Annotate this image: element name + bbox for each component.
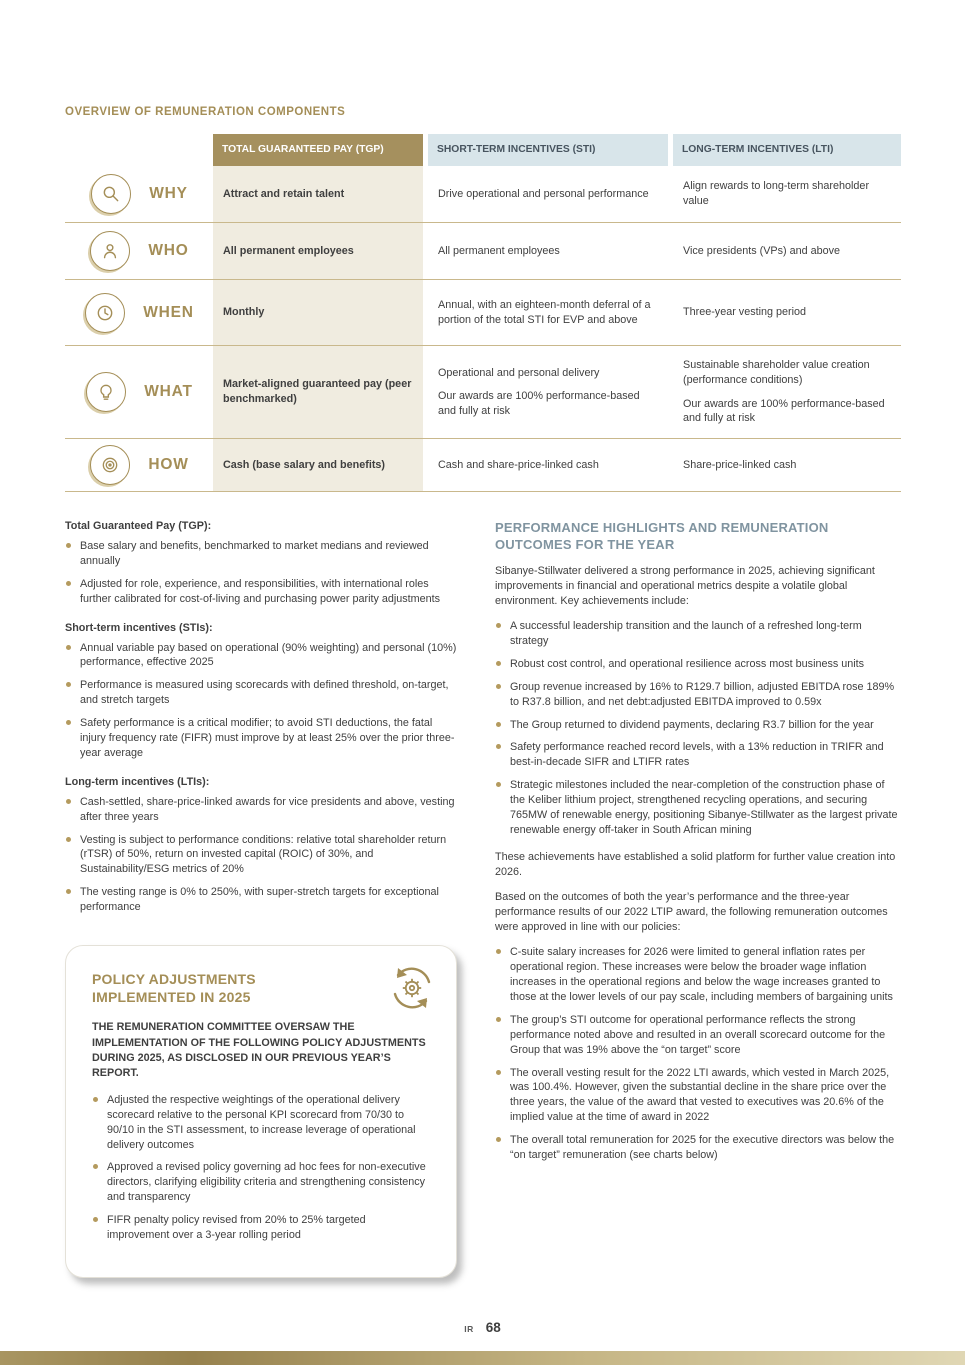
column-header-sti: SHORT-TERM INCENTIVES (STI) <box>428 134 668 166</box>
magnifier-icon <box>91 174 131 214</box>
cell-text: Align rewards to long-term shareholder value <box>683 180 870 207</box>
bullet-item: FIFR penalty policy revised from 20% to 25% targeted improvement over a 3-year rolling period <box>92 1213 430 1243</box>
cell-text: Vice presidents (VPs) and above <box>683 244 841 257</box>
outcomes-list <box>495 945 901 1163</box>
achievements-list <box>495 619 901 838</box>
paragraph-platform: These achievements have established a solid platform for further value creation into 2026. <box>495 850 896 878</box>
cell-text: Market-aligned guaranteed pay (peer benchmarked) <box>223 378 412 405</box>
bullet-item: Base salary and benefits, benchmarked to market medians and reviewed annually <box>65 539 457 569</box>
column-header-tgp: TOTAL GUARANTEED PAY (TGP) <box>213 134 423 166</box>
footer-ir-label: IR <box>464 1324 474 1334</box>
cell-text: Sustainable shareholder value creation (performance conditions) <box>683 359 870 386</box>
cell-text: Operational and personal delivery <box>438 366 600 379</box>
table-row-what <box>65 346 901 439</box>
bullet-item: Vesting is subject to performance conditions: relative total shareholder return (rTSR) of 50%, return on invested capital (ROIC) of 30%, and Sustainability/ESG metrics of 20% <box>65 833 457 878</box>
table-row-why <box>65 166 901 223</box>
cell-tgp <box>213 346 423 438</box>
cell-text: Share-price-linked cash <box>683 458 797 471</box>
bullet-item: The Group returned to dividend payments, declaring R3.7 billion for the year <box>495 718 901 733</box>
bullet-item: A successful leadership transition and the launch of a refreshed long-term strategy <box>495 619 901 649</box>
row-label: HOW <box>148 456 189 473</box>
refresh-gear-icon <box>386 962 438 1014</box>
cell-text: Attract and retain talent <box>223 187 345 200</box>
cell-text: Our awards are 100% performance-based and fully at risk <box>683 397 885 425</box>
cell-text: Drive operational and personal performance <box>438 187 649 200</box>
row-header-what <box>65 346 208 438</box>
bullet-item: The vesting range is 0% to 250%, with super-stretch targets for exceptional performance <box>65 885 457 915</box>
cell-sti <box>428 166 668 222</box>
page-footer <box>0 1320 965 1335</box>
row-label: WHEN <box>143 303 194 321</box>
cell-text: Annual, with an eighteen-month deferral of a portion of the total STI for EVP and above <box>438 298 651 326</box>
policy-intro: THE REMUNERATION COMMITTEE OVERSAW THE IMPLEMENTATION OF THE FOLLOWING POLICY ADJUSTMENTS DURING 2025, AS DISCLOSED IN OUR PREVIOUS YEAR’S REPORT. <box>92 1021 426 1079</box>
bullet-list <box>65 795 457 915</box>
cell-tgp <box>213 223 423 279</box>
cell-sti <box>428 439 668 491</box>
left-column <box>65 520 457 1278</box>
target-icon <box>90 445 130 485</box>
right-column <box>495 520 901 1278</box>
policy-title-line: POLICY ADJUSTMENTS <box>92 971 256 988</box>
table-row-who <box>65 223 901 280</box>
performance-highlights-heading: PERFORMANCE HIGHLIGHTS AND REMUNERATION OUTCOMES FOR THE YEAR <box>495 520 829 552</box>
lightbulb-icon <box>86 372 126 412</box>
paragraph-intro: Sibanye-Stillwater delivered a strong performance in 2025, achieving significant improvements in financial and operational metrics despite a volatile global environment. Key achievements include: <box>495 564 875 607</box>
bullet-item: The overall total remuneration for 2025 for the executive directors was below the “on target” remuneration (see charts below) <box>495 1133 901 1163</box>
row-header-how <box>65 439 208 491</box>
cell-text: Cash (base salary and benefits) <box>223 458 386 471</box>
section-heading: Long-term incentives (LTIs): <box>65 775 210 788</box>
page-title: OVERVIEW OF REMUNERATION COMPONENTS <box>65 106 346 118</box>
cell-lti <box>673 280 901 345</box>
cell-tgp <box>213 280 423 345</box>
cell-tgp <box>213 166 423 222</box>
policy-adjustments-box <box>65 945 457 1278</box>
bullet-item: Annual variable pay based on operational (90% weighting) and personal (10%) performance, effective 2025 <box>65 641 457 671</box>
row-header-who <box>65 223 208 279</box>
bullet-item: Approved a revised policy governing ad hoc fees for non-executive directors, clarifying eligibility criteria and strengthening consistency and transparency <box>92 1160 430 1205</box>
policy-bullet-list <box>92 1093 430 1243</box>
tgp-description-section <box>65 520 457 607</box>
policy-title-line: IMPLEMENTED IN 2025 <box>92 989 251 1006</box>
cell-text: Three-year vesting period <box>683 306 807 319</box>
bullet-item: Robust cost control, and operational resilience across most business units <box>495 657 901 672</box>
section-heading: Total Guaranteed Pay (TGP): <box>65 520 212 532</box>
paragraph-outcomes: Based on the outcomes of both the year’s performance and the three-year performance results of our 2022 LTIP award, the following remuneration outcomes were approved in line with our policies: <box>495 891 888 934</box>
table-row-how <box>65 439 901 492</box>
clock-icon <box>85 293 125 333</box>
bullet-item: Adjusted the respective weightings of the operational delivery scorecard relative to the personal KPI scorecard from 70/30 to 90/10 in the STI assessment, to increase leverage of operational delivery outcomes <box>92 1093 430 1153</box>
table-header-row <box>65 134 901 166</box>
bullet-item: The group’s STI outcome for operational performance reflects the strong performance noted above and resulted in an overall scorecard outcome for the Group that was 19% above the “on target” score <box>495 1013 901 1058</box>
sti-description-section <box>65 622 457 761</box>
bullet-item: C-suite salary increases for 2026 were limited to general inflation rates per operational region. These increases were below the broader wage inflation increases in the operational regions and below the wage increases granted to those at the lower levels of our pay scale, including members of bargaining units <box>495 945 901 1005</box>
cell-sti <box>428 223 668 279</box>
row-label: WHY <box>149 185 188 202</box>
remuneration-components-table <box>65 134 901 492</box>
column-header-lti: LONG-TERM INCENTIVES (LTI) <box>673 134 901 166</box>
cell-lti <box>673 223 901 279</box>
cell-text: Cash and share-price-linked cash <box>438 458 599 471</box>
bullet-item: Safety performance is a critical modifier; to avoid STI deductions, the fatal injury frequency rate (FIFR) must improve by at least 25% over the prior three-year average <box>65 716 457 761</box>
footer-gradient-bar <box>0 1351 965 1365</box>
bullet-item: Strategic milestones included the near-completion of the construction phase of the Keliber lithium project, strengthened recycling operations, and securing 765MW of renewable energy, positioning Sibanye-Stillwater as the largest private renewable energy off-taker in South African mining <box>495 778 901 838</box>
cell-lti <box>673 439 901 491</box>
cell-tgp <box>213 439 423 491</box>
footer-page-number: 68 <box>485 1320 501 1335</box>
row-label: WHO <box>148 242 189 259</box>
cell-sti <box>428 280 668 345</box>
bullet-item: Cash-settled, share-price-linked awards for vice presidents and above, vesting after three years <box>65 795 457 825</box>
cell-lti <box>673 166 901 222</box>
cell-lti <box>673 346 901 438</box>
bullet-item: The overall vesting result for the 2022 LTI awards, which vested in March 2025, was 100.4%. However, given the substantial decline in the share price over the three years, the value of the award that vested to executives was 20.6% of the implied value at the time of award in 2022 <box>495 1066 901 1126</box>
cell-text: All permanent employees <box>223 244 354 257</box>
lti-description-section <box>65 776 457 915</box>
row-header-when <box>65 280 208 345</box>
section-heading: Short-term incentives (STIs): <box>65 621 213 634</box>
cell-sti <box>428 346 668 438</box>
table-corner-cell <box>65 134 208 166</box>
person-icon <box>90 231 130 271</box>
bullet-item: Adjusted for role, experience, and responsibilities, with international roles further calibrated for cost-of-living and purchasing power parity adjustments <box>65 577 457 607</box>
bullet-list <box>65 641 457 761</box>
cell-text: Monthly <box>223 306 265 319</box>
row-header-why <box>65 166 208 222</box>
row-label: WHAT <box>144 383 193 400</box>
policy-box-title <box>92 970 342 1006</box>
table-row-when <box>65 280 901 346</box>
cell-text: All permanent employees <box>438 244 560 257</box>
cell-text: Our awards are 100% performance-based and fully at risk <box>438 390 640 417</box>
bullet-item: Group revenue increased by 16% to R129.7 billion, adjusted EBITDA rose 189% to R37.8 billion, and net debt:adjusted EBITDA improved to 0.59x <box>495 680 901 710</box>
bullet-item: Performance is measured using scorecards with defined threshold, on-target, and stretch targets <box>65 678 457 708</box>
bullet-list <box>65 539 457 607</box>
bullet-item: Safety performance reached record levels, with a 13% reduction in TRIFR and best-in-decade SIFR and LTIFR rates <box>495 740 901 770</box>
